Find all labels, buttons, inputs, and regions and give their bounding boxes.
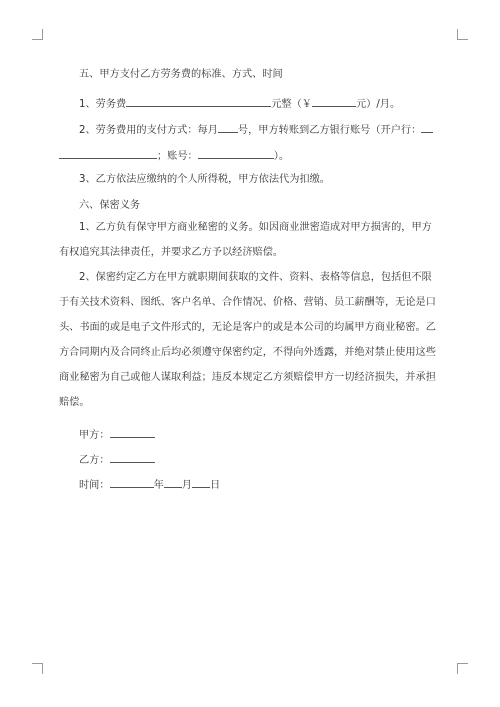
fee-label: 1、劳务费 [79,99,127,110]
day-label: 日 [209,480,221,491]
confidentiality-p2-line: 头、书面的或是电子文件形式的，无论是客户的或是本公司的均属甲方商业秘密。乙 [59,322,436,333]
account-label: ；账号： [157,151,198,162]
account-number-blank[interactable] [198,147,274,159]
fee-figure-blank[interactable] [312,95,356,107]
year-label: 年 [153,480,164,491]
payment-method-line [79,121,433,138]
pay-day-blank[interactable] [218,121,238,133]
party-b-label: 乙方： [79,455,110,466]
bank-name-blank[interactable] [59,147,157,159]
confidentiality-p2-line: 赔偿。 [59,397,90,408]
confidentiality-p1-line: 有权追究其法律责任，并要求乙方予以经济赔偿。 [59,247,284,258]
fee-period: 元）/月。 [355,99,401,110]
party-b-blank[interactable] [110,451,155,463]
confidentiality-p1-line: 1、乙方负有保守甲方商业秘密的义务。如因商业泄密造成对甲方损害的，甲方 [79,222,432,233]
fee-unit: 元整（￥ [271,99,312,110]
crop-mark-bottom-left [32,663,43,674]
month-label: 月 [181,480,192,491]
crop-mark-top-left [32,29,43,40]
party-a-line [79,426,155,443]
year-blank[interactable] [110,476,154,488]
account-end: ）。 [273,151,290,162]
confidentiality-p2-line: 2、保密约定乙方在甲方就职期间获取的文件、资料、表格等信息，包括但不限 [79,272,432,283]
day-blank[interactable] [192,476,210,488]
crop-mark-bottom-right [457,663,468,674]
payment-label: 2、劳务费用的支付方式：每月 [79,125,218,136]
confidentiality-p2-line: 于有关技术资料、图纸、客户名单、合作情况、价格、营销、员工薪酬等，无论是口 [59,297,436,308]
confidentiality-p2-line: 商业秘密为自己或他人谋取利益；违反本规定乙方须赔偿甲方一切经济损失，并承担 [59,372,436,383]
fee-amount-blank[interactable] [126,95,271,107]
confidentiality-p2-line: 方合同期内及合同终止后均必须遵守保密约定，不得向外透露，并绝对禁止使用这些 [59,347,436,358]
account-line [59,147,289,164]
fee-line [79,95,400,112]
bank-blank-start[interactable] [421,121,433,133]
payment-day-text: 号，甲方转账到乙方银行账号（开户行： [237,125,422,136]
month-blank[interactable] [164,476,182,488]
crop-mark-top-right [457,29,468,40]
section-6-heading: 六、保密义务 [79,200,141,211]
date-line [79,476,220,493]
date-label: 时间： [79,480,110,491]
party-a-blank[interactable] [110,426,155,438]
party-b-line [79,451,155,468]
party-a-label: 甲方： [79,430,110,441]
tax-line: 3、乙方依法应缴纳的个人所得税，甲方依法代为扣缴。 [79,174,330,185]
section-5-heading: 五、甲方支付乙方劳务费的标准、方式、时间 [79,69,283,80]
